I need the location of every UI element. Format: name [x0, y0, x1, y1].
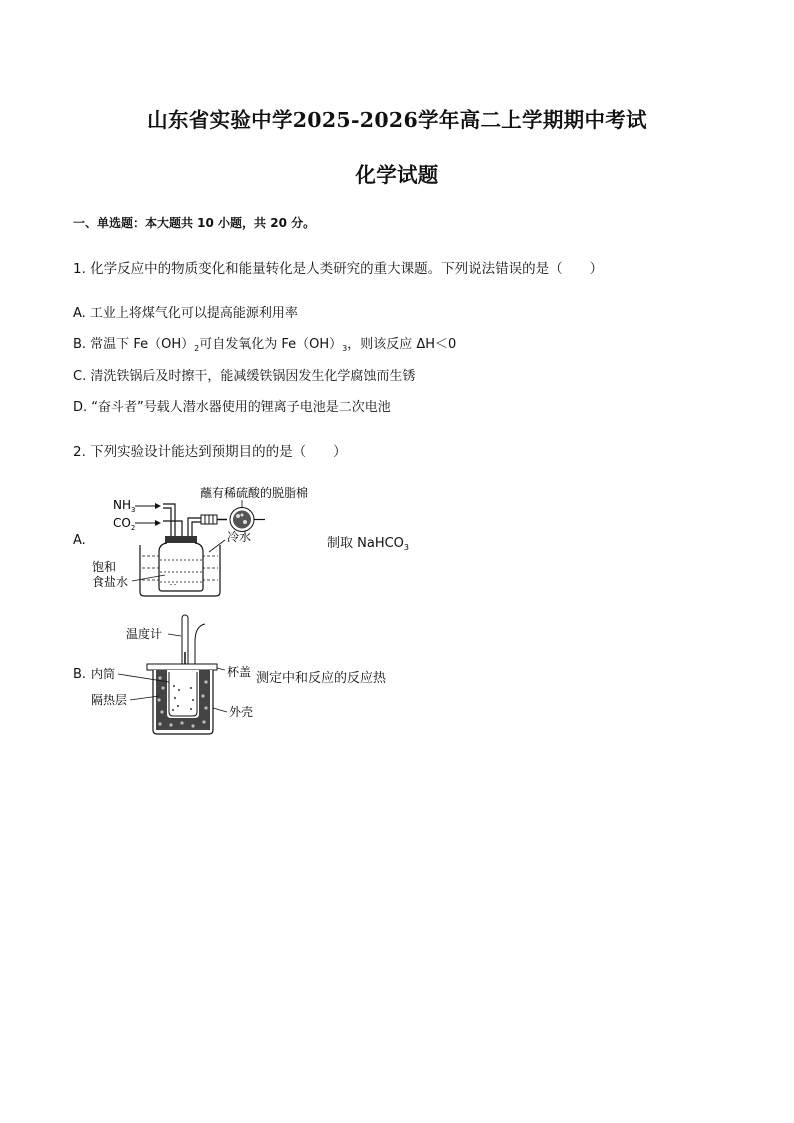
question-2-option-b-description: 测定中和反应的反应热 [256, 671, 387, 686]
question-1-stem: 1. 化学反应中的物质变化和能量转化是人类研究的重大课题。下列说法错误的是（ ） [73, 261, 604, 277]
question-1-option-d: D. “奋斗者”号载人潜水器使用的锂离子电池是二次电池 [73, 400, 391, 415]
inner-cup-label: 内筒 [91, 667, 116, 681]
question-2-option-b-letter: B. [73, 667, 87, 682]
brine-label-line1: 饱和 [92, 560, 117, 574]
insulation-label: 隔热层 [91, 693, 128, 707]
question-1-option-a: A. 工业上将煤气化可以提高能源利用率 [73, 306, 298, 321]
brine-label-line2: 食盐水 [92, 575, 129, 589]
page-subtitle: 化学试题 [355, 163, 439, 187]
calorimeter-figure [85, 612, 265, 737]
question-2-option-a-letter: A. [73, 533, 86, 548]
cold-water-label: 冷水 [227, 530, 252, 544]
question-1-option-b: B. 常温下 $Fe(OH)_2$可自发氧化为 $Fe(OH)_3$，则该反应 ΔH＜0 [73, 337, 457, 353]
question-2-stem: 2. 下列实验设计能达到预期目的的是（ ） [73, 444, 347, 460]
nahco3-apparatus-figure [85, 480, 345, 600]
co2-label: $CO_2$ [113, 516, 136, 532]
question-2-option-a-description: 制取 NaHCO$_3$ [327, 536, 410, 552]
section-heading: 一、单选题：本大题共 10 小题，共 20 分。 [73, 216, 316, 230]
cotton-label: 蘸有稀硫酸的脱脂棉 [200, 486, 309, 500]
shell-label: 外壳 [229, 705, 254, 719]
question-1-option-c: C. 清洗铁锅后及时擦干，能减缓铁锅因发生化学腐蚀而生锈 [73, 369, 416, 384]
nh3-label: $NH_3$ [113, 498, 136, 514]
page-title: 山东省实验中学2025-2026学年高二上学期期中考试 [147, 108, 647, 132]
lid-label: 杯盖 [227, 665, 252, 679]
thermometer-label: 温度计 [126, 627, 163, 641]
